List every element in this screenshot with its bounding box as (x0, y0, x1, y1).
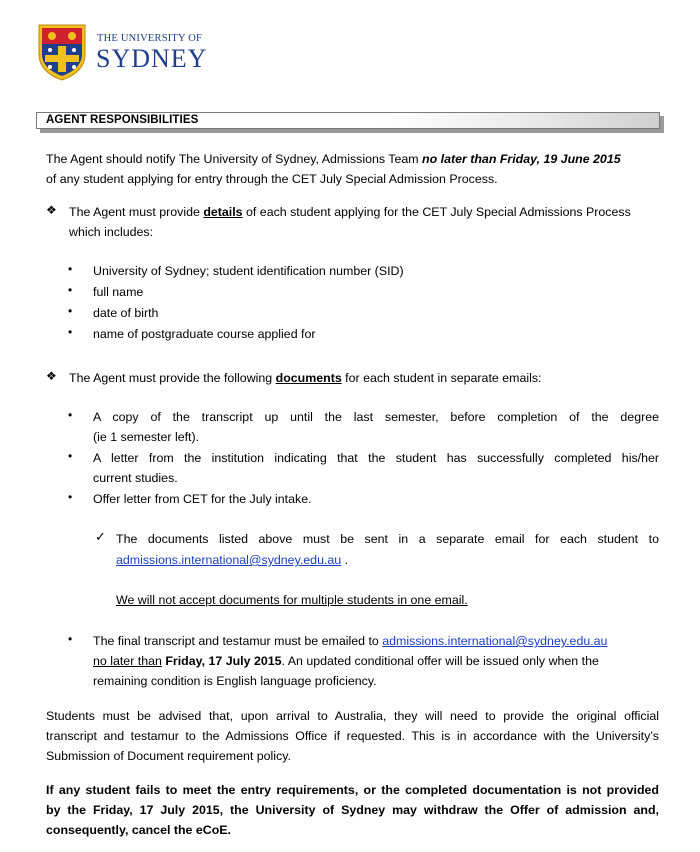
deadline-label: no later than (93, 654, 162, 668)
deadline-date: Friday, 17 July 2015 (165, 654, 282, 668)
bullet-dot-icon: • (68, 283, 73, 297)
intro-paragraph (46, 149, 660, 169)
documents-item-3: Offer letter from CET for the July intake. (93, 492, 312, 506)
bullet-dot-icon: • (68, 304, 73, 318)
note-warning: We will not accept documents for multiple students in one email. (116, 593, 468, 607)
documents-item-1-line2: (ie 1 semester left). (93, 430, 200, 444)
documents-item-2-line2: current studies. (93, 471, 178, 485)
logo-main-text: SYDNEY (96, 44, 208, 73)
details-item: full name (93, 285, 144, 299)
bullet-dot-icon: • (68, 449, 73, 463)
final-line2: no later than Friday, 17 July 2015. An updated conditional offer will be issued only when the (93, 654, 599, 668)
final-line1: The final transcript and testamur must be emailed to admissions.international@sydney.edu.au (93, 634, 608, 648)
arrival-line1: Students must be advised that, upon arrival to Australia, they will need to provide the original official (46, 709, 659, 723)
intro-deadline: no later than Friday, 19 June 2015 (422, 152, 621, 166)
bullet-dot-icon: • (68, 632, 73, 646)
details-item: University of Sydney; student identification number (SID) (93, 264, 404, 278)
note-line1: The documents listed above must be sent in a separate email for each student to (116, 532, 659, 546)
email-link[interactable]: admissions.international@sydney.edu.au (382, 634, 608, 648)
details-keyword: details (203, 205, 243, 219)
bullet-dot-icon: • (68, 325, 73, 339)
checkmark-icon: ✓ (95, 529, 106, 544)
university-logo (36, 22, 206, 82)
documents-item-1-line1: A copy of the transcript up until the last semester, before completion of the degree (93, 410, 659, 424)
bullet-dot-icon: • (68, 262, 73, 276)
warning-line3: consequently, cancel the eCoE. (46, 823, 231, 837)
logo-top-text: THE UNIVERSITY OF (97, 33, 203, 44)
section-title: AGENT RESPONSIBILITIES (46, 114, 199, 126)
warning-line1: If any student fails to meet the entry requirements, or the completed documentation is not provided (46, 783, 659, 797)
note-line2: admissions.international@sydney.edu.au . (116, 553, 349, 567)
bullet-dot-icon: • (68, 490, 73, 504)
documents-item-2-line1: A letter from the institution indicating that the student has successfully completed his/her (93, 451, 659, 465)
diamond-bullet-icon: ❖ (46, 203, 57, 217)
final-line3: remaining condition is English language proficiency. (93, 674, 377, 688)
university-crest-icon (36, 22, 88, 82)
warning-line2: by the Friday, 17 July 2015, the University of Sydney may withdraw the Offer of admission and, (46, 803, 659, 817)
details-paragraph: The Agent must provide details of each student applying for the CET July Special Admissions Process (69, 205, 631, 219)
email-link[interactable]: admissions.international@sydney.edu.au (116, 553, 342, 567)
documents-paragraph: The Agent must provide the following documents for each student in separate emails: (69, 371, 542, 385)
details-line2: which includes: (69, 225, 154, 239)
documents-keyword: documents (275, 371, 342, 385)
intro-text: The Agent should notify The University of Sydney, Admissions Team (46, 152, 423, 166)
bullet-dot-icon: • (68, 408, 73, 422)
diamond-bullet-icon: ❖ (46, 369, 57, 383)
intro-line2: of any student applying for entry through the CET July Special Admission Process. (46, 172, 498, 186)
details-item: name of postgraduate course applied for (93, 327, 316, 341)
arrival-line2: transcript and testamur to the Admissions Office if requested. This is in accordance with the University’s (46, 729, 659, 743)
details-item: date of birth (93, 306, 159, 320)
arrival-line3: Submission of Document requirement policy. (46, 749, 291, 763)
section-header (36, 112, 660, 129)
